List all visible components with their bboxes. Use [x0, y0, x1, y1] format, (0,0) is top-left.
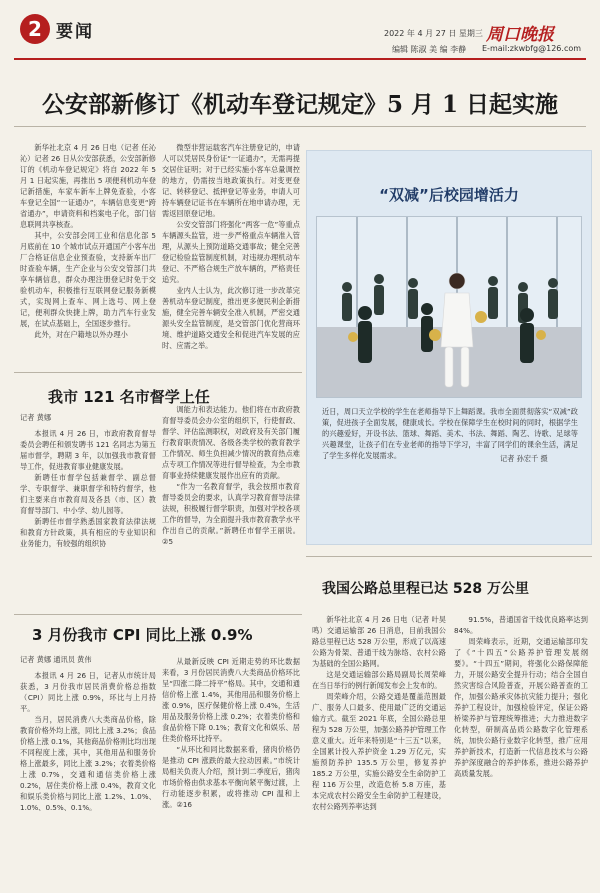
story4-column-1: [312, 614, 446, 886]
photo-caption: 近日，周口天立学校的学生在老师指导下上舞蹈课。我市全面贯彻落实“双减”政策，促进孩子全面发展，健康成长。学校在保障学生在校时间的同时，根据学生的兴趣爱好，开设书法、篮球、舞蹈、美术、书法、舞蹈、陶艺、诗歌、足球等兴趣课堂，让孩子们在专业老师的指导下学习，丰富了同学们的课余生活，满足了学生多样化发展需求。: [322, 407, 578, 460]
paragraph: 新华社北京 4 月 26 日电（记者 叶昊鸣）交通运输部 26 日消息，目前我国公路总里程已达 528 万公里，形成了以高速公路为骨架、普通干线为脉络、农村公路为基础的全国公路网。: [312, 615, 446, 668]
paragraph: 公安交管部门将强化“两客一危”等重点车辆源头监管，进一步严格重点车辆准入管理，从源头上预防道路交通事故；健全完善登记检验监管制度机制，对违规办理机动车登记、不严格合规生产放车辆的，严格责任追究。: [162, 220, 300, 284]
masthead-rule: [14, 58, 586, 60]
masthead: [0, 0, 600, 78]
page-number-badge: 2: [20, 14, 50, 44]
story2-title: 我市 121 名市督学上任: [48, 388, 210, 406]
divider: [14, 372, 302, 373]
paragraph: 调能力和表达能力。他们将在市政府教育督导委员会办公室的组织下，行使督政、督学、评估监测职权，对政府及有关部门履行教育职责情况、各级各类学校的教育教学工作情况、师生负担减少情况的教育热点难点专项工作情况等进行督导检查，为全市教育事业持续健康发展作出应有的贡献。: [162, 405, 300, 480]
paragraph: 此外，对在户籍地以外办理小: [34, 330, 128, 339]
story2-column-2: [162, 404, 300, 608]
lead-column-2: [162, 142, 300, 354]
story4-column-2: [454, 614, 588, 886]
paragraph: 新聘任市督学包括兼督学、副总督学、专职督学、兼职督学和特约督学，他们主要来自市教育局及各县（市、区）教育督导部门、中小学、幼儿园等。: [20, 473, 156, 515]
section-title: 要闻: [56, 22, 94, 42]
paragraph: 本报讯 4 月 26 日，市政府教育督导委员会聘任和颁发聘书 121 名同志为第五届市督学，聘期 3 年，以加强我市教育督导工作，促进教育事业健康发展。: [20, 429, 156, 471]
story3-byline: 记者 黄娜 通讯员 黄伟: [20, 655, 92, 664]
photo-credit: 记者 孙宏千 摄: [500, 454, 548, 463]
story2-byline: 记者 黄娜: [20, 413, 52, 422]
story3-title: 3 月份我市 CPI 同比上涨 0.9%: [32, 626, 253, 644]
paragraph: 91.5%，普通国省干线优良路率达到 84%。: [454, 615, 588, 635]
story3-column-2: [162, 656, 300, 884]
story2-column-1: [20, 428, 156, 608]
editor-line: 编辑 陈淑 美 编 李静: [392, 45, 467, 54]
paragraph: 本报讯 4 月 26 日，记者从市统计局获悉，3 月份我市居民消费价格总指数（CPI）同比上涨 0.9%，环比与上月持平。: [20, 671, 156, 713]
dance-class-photo: [316, 216, 582, 398]
paragraph: “从环比和同比数据来看，猪肉价格仍是推动 CPI 涨跌的最大拉动因素。”市统计局相关负责人介绍，预计到二季度后，猪肉市场价格由供求基本平衡向紧平衡过渡，上行动能逐步积累，或将推动 CPI 温和上涨。②16: [162, 745, 300, 809]
paragraph: 业内人士认为，此次修订进一步改革完善机动车登记制度，推出更多便民利企新措施，健全完善车辆安全准入机制，严密交通源头安全监管制度，是交管部门优化营商环境、维护道路交通安全和促进汽车发展的应时、应需之举。: [162, 286, 300, 350]
paragraph: 从最新反映 CPI 近期走势的环比数据来看，3 月份居民消费八大类商品价格环比呈“四涨二降二持平”格局。其中，交通和通信价格上涨 1.4%，其他用品和服务价格上涨 0.9%，医疗保健价格上涨 0.4%，生活用品及服务价格上涨 0.2%；衣着类价格和食品价格下降 0.1%；教育文化和娱乐、居住类价格环比持平。: [162, 657, 300, 743]
date-line: 2022 年 4 月 27 日 星期三: [384, 29, 483, 38]
dance-class-illustration: [317, 217, 582, 398]
email-link[interactable]: E-mail:zkwbfg@126.com: [482, 44, 582, 53]
paragraph: 周荣峰介绍，公路交通是覆盖范围最广、服务人口最多、使用最广泛的交通运输方式。截至 2021 年底，全国公路总里程为 528 万公里，加强公路养护管理工作意义重大。近年来特别是“十三五”以来，全国累计投入养护资金 1.29 万亿元，实施预防养护 135.5 万公里，修复养护 185.2 万公里，实施公路安全生命防护工程 116 万公里，改造危桥 5.8 万座，基本完成农村公路安全生命防护工程建设，农村公路列养率达到: [312, 692, 446, 811]
paragraph: 新华社北京 4 月 26 日电（记者 任沁沁）记者 26 日从公安部获悉，公安部新修订的《机动车登记规定》将自 2022 年 5 月 1 日起实施，再推出 5 项便利机动车登记新措施，车家车新车上牌免查验，小客车登记全国“一证通办”，车辆信息变更“跨省通办”，申请资料和档案电子化，部门信息联网共享核查。: [20, 143, 156, 229]
paragraph: 周荣峰表示，近期，交通运输部印发了《“十四五”公路养护管理发展纲要》。“十四五”期间，将强化公路保障能力，开展公路安全提升行动；结合全国自然灾害综合风险普查，开展公路普查的工作，加强公路承灾体抗灾能力提升；强化养护工程设计，加强检验评定，保证公路桥梁养护与管理统筹推进；大力推进数字化转型，研制高品质公路数字化管理系统，加快公路行业数字化转型，推广应用养护新技术，打造新一代信息技术与公路养护深度融合的养护体系，推进公路养护高质量发展。: [454, 637, 588, 778]
story4-title: 我国公路总里程已达 528 万公里: [322, 581, 529, 597]
paragraph: 微型非营运载客汽车注册登记的，申请人可以凭居民身份证“一证通办”，无需再提交居住证明；对于已经实施小客车总量调控的地方，仍需按当地政策执行。对变更登记、转移登记、抵押登记等业务，申请人可持车辆登记证书在车辆所在地申请办理，无需返回原登记地。: [162, 143, 300, 218]
divider: [14, 126, 586, 127]
paragraph: 这是交通运输部公路局副局长周荣峰在当日举行的例行新闻发布会上发布的。: [312, 670, 446, 690]
divider: [306, 556, 592, 557]
photo-feature-title: “双减”后校园增活力: [379, 186, 519, 204]
paragraph: 新聘任市督学熟悉国家教育法律法规和教育方针政策，具有相应的专业知识和业务能力，有较强的组织协: [20, 517, 156, 548]
lead-headline: 公安部新修订《机动车登记规定》5 月 1 日起实施: [41, 91, 559, 118]
paragraph: 当月，居民消费八大类商品价格，除教育价格外均上涨，同比上涨 3.2%；食品价格上涨 0.1%，其他商品价格则比均出现不同程度上涨，其中，其他用品和服务价格上涨最多，同比上涨 3.2%；衣着类价格上涨 0.7%，交通和通信类价格上涨 0.2%，居住类价格上涨 0.4%，教育文化和娱乐类价格与同比上涨 1.2%、1.0%、1.0%、0.5%、0.1%。: [20, 715, 156, 812]
divider: [14, 614, 302, 615]
lead-column-1: [20, 142, 156, 354]
story3-column-1: [20, 670, 156, 884]
paragraph: 其中，公安部会同工业和信息化部 5 月底前在 10 个城市试点开通国产小客车出厂合格证信息企业预查验，支持新车出厂时查验车辆，生产企业与公安交管部门共享车辆信息，群众办理注册登记时免于交验机动车，积极推行互联网登记服务新模式，实现网上查车、网上选号、网上登记，便利群众快捷上牌，助力汽车行业发展，在试点基础上，全国逐步推行。: [20, 231, 156, 328]
paper-logo: 周口晚报: [486, 25, 554, 45]
paragraph: “作为一名教育督学，我会按照市教育督导委员会的要求，认真学习教育督导法律法规，积极履行督学职责，加强对学校各项工作的督导，为全面提升我市教育教学水平作出自己的贡献。”新聘任市督学王丽说。②5: [162, 482, 300, 546]
